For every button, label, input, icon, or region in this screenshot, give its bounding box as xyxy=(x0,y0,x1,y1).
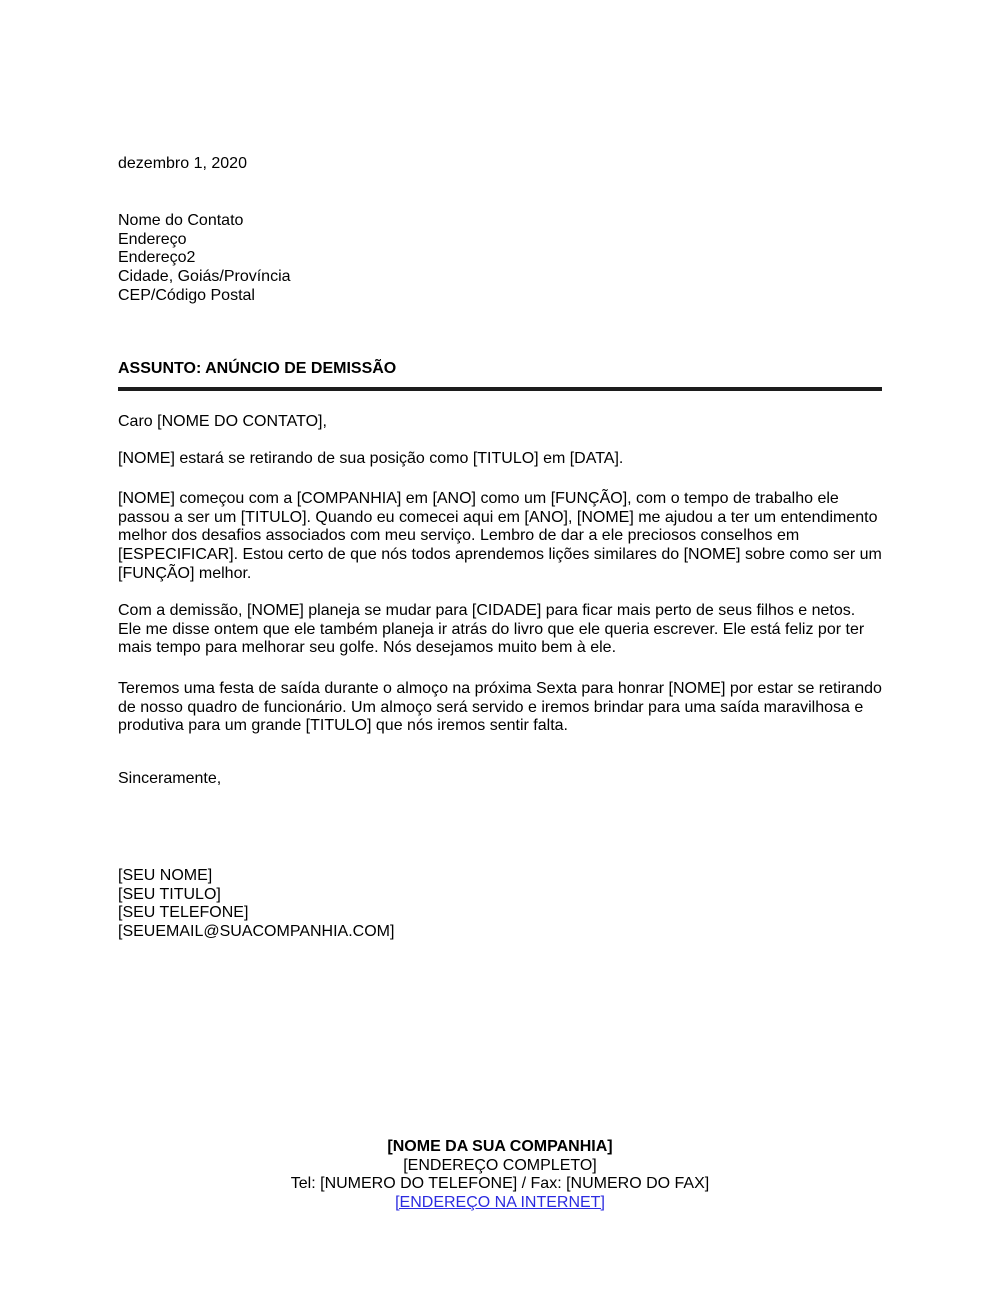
body-paragraph-4: Teremos uma festa de saída durante o almoço na próxima Sexta para honrar [NOME] por estar se retirando de nosso quadro de funcionário. Um almoço será servido e iremos brindar para uma saída maravilhosa e produtiva para um grande [TITULO] que nós iremos sentir falta. xyxy=(118,680,882,735)
recipient-address-line1: Endereço xyxy=(118,230,187,248)
sender-title: [SEU TITULO] xyxy=(118,885,221,903)
letter-date: dezembro 1, 2020 xyxy=(118,155,247,172)
sender-phone: [SEU TELEFONE] xyxy=(118,904,249,922)
recipient-address-block xyxy=(118,212,882,306)
sender-email: [SEUEMAIL@SUACOMPANHIA.COM] xyxy=(118,923,395,941)
sender-name: [SEU NOME] xyxy=(118,867,213,884)
footer-website-link[interactable]: [ENDEREÇO NA INTERNET] xyxy=(395,1194,605,1212)
body-paragraph-3: Com a demissão, [NOME] planeja se mudar para [CIDADE] para ficar mais perto de seus filhos e netos. Ele me disse ontem que ele também planeja ir atrás do livro que ele queria escrever. Ele está feliz por ter mais tempo para melhorar seu golfe. Nós desejamos muito bem à ele. xyxy=(118,602,865,657)
company-footer xyxy=(0,1138,1000,1213)
subject-line: ASSUNTO: ANÚNCIO DE DEMISSÃO xyxy=(118,360,397,377)
body-paragraph-2: [NOME] começou com a [COMPANHIA] em [ANO] como um [FUNÇÃO], com o tempo de trabalho ele passou a ser um [TITULO]. Quando eu comecei aqui em [ANO], [NOME] me ajudou a ter um entendimento melhor dos desafios associados com meu serviço. Lembro de dar a ele preciosos conselhos em [ESPECIFICAR]. Estou certo de que nós todos aprendemos lições similares do [NOME] sobre como ser um [FUNÇÃO] melhor. xyxy=(118,490,882,582)
body-paragraph-1: [NOME] estará se retirando de sua posição como [TITULO] em [DATA]. xyxy=(118,450,624,467)
footer-company-name: [NOME DA SUA COMPANHIA] xyxy=(387,1138,613,1155)
closing-salutation: Sinceramente, xyxy=(118,770,222,787)
recipient-address-line2: Endereço2 xyxy=(118,249,196,267)
subject-divider xyxy=(118,387,882,391)
recipient-postal-code: CEP/Código Postal xyxy=(118,286,255,304)
recipient-name: Nome do Contato xyxy=(118,212,244,229)
signature-block xyxy=(118,867,882,942)
footer-phone-fax: Tel: [NUMERO DO TELEFONE] / Fax: [NUMERO DO FAX] xyxy=(290,1175,710,1193)
salutation: Caro [NOME DO CONTATO], xyxy=(118,413,327,430)
footer-company-address: [ENDEREÇO COMPLETO] xyxy=(403,1156,597,1174)
recipient-city-province: Cidade, Goiás/Província xyxy=(118,268,291,286)
